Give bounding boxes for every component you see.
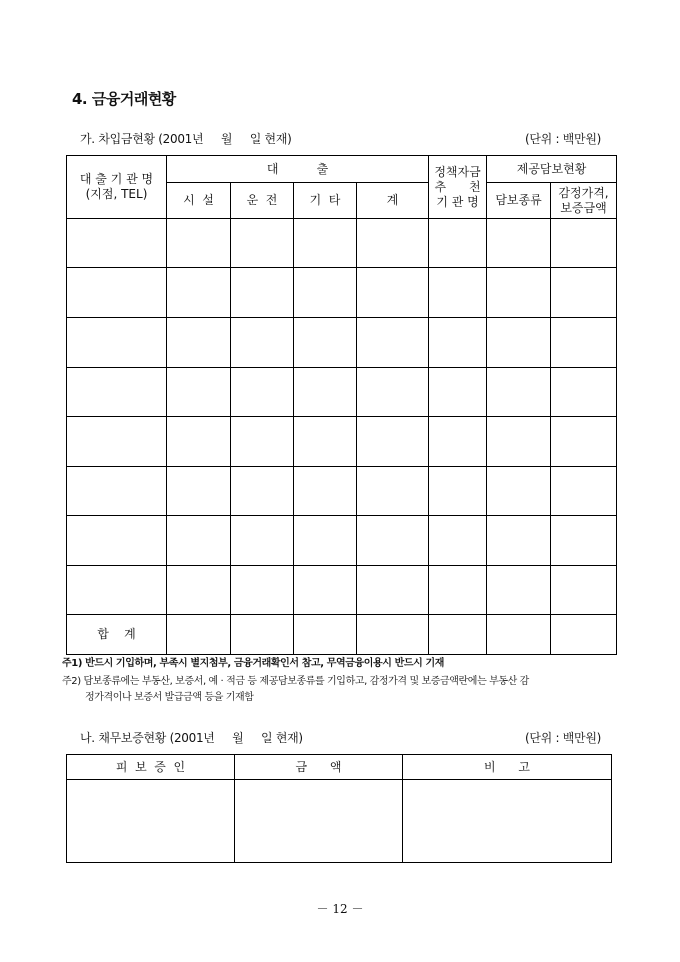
- policy-label-1: 정책자금: [434, 164, 481, 179]
- table-cell[interactable]: [231, 615, 294, 655]
- table-row: [67, 516, 617, 566]
- loans-table: [66, 155, 617, 655]
- table-cell[interactable]: [551, 417, 617, 467]
- facility-header: 시 설: [167, 183, 231, 219]
- table-cell[interactable]: [67, 318, 167, 368]
- table-cell[interactable]: [231, 516, 294, 566]
- table-cell[interactable]: [357, 615, 429, 655]
- table-cell[interactable]: [231, 417, 294, 467]
- table-cell[interactable]: [357, 268, 429, 318]
- table-cell[interactable]: [357, 368, 429, 417]
- table-cell[interactable]: [551, 268, 617, 318]
- table-cell[interactable]: [167, 615, 231, 655]
- page-number: － 12 －: [316, 902, 364, 916]
- table-cell[interactable]: [551, 467, 617, 516]
- guarantees-unit: (단위 : 백만원): [525, 731, 601, 745]
- table-cell[interactable]: [67, 516, 167, 566]
- table-cell[interactable]: [357, 467, 429, 516]
- table-cell[interactable]: [167, 417, 231, 467]
- loans-subtitle: 가. 차입금현황 (2001년 월 일 현재): [80, 132, 292, 146]
- table-cell[interactable]: [67, 368, 167, 417]
- table-cell[interactable]: [487, 417, 551, 467]
- table-cell[interactable]: [294, 417, 357, 467]
- table-cell[interactable]: [235, 780, 403, 863]
- table-cell[interactable]: [551, 368, 617, 417]
- table-cell[interactable]: [67, 219, 167, 268]
- institution-header: [67, 156, 167, 219]
- table-cell[interactable]: [167, 516, 231, 566]
- table-cell[interactable]: [357, 219, 429, 268]
- table-row: [67, 368, 617, 417]
- table-cell[interactable]: [167, 368, 231, 417]
- table-row: [67, 318, 617, 368]
- appraisal-label-1: 감정가격,: [558, 185, 609, 200]
- table-cell[interactable]: [357, 318, 429, 368]
- section-title: 4. 금융거래현황: [72, 90, 176, 108]
- table-cell[interactable]: [551, 318, 617, 368]
- table-cell[interactable]: [551, 219, 617, 268]
- institution-label: 대 출 기 관 명: [79, 172, 154, 186]
- table-cell[interactable]: [551, 516, 617, 566]
- table-cell[interactable]: [403, 780, 612, 863]
- table-cell[interactable]: [231, 219, 294, 268]
- table-cell[interactable]: [487, 467, 551, 516]
- table-cell[interactable]: [167, 318, 231, 368]
- table-cell[interactable]: [294, 516, 357, 566]
- appraisal-header: [551, 183, 617, 219]
- table-cell[interactable]: [487, 318, 551, 368]
- table-cell[interactable]: [294, 219, 357, 268]
- remarks-header: 비 고: [403, 755, 612, 780]
- table-cell[interactable]: [67, 467, 167, 516]
- table-cell[interactable]: [357, 566, 429, 615]
- table-cell[interactable]: [167, 566, 231, 615]
- table-cell[interactable]: [429, 318, 487, 368]
- table-cell[interactable]: [294, 368, 357, 417]
- table-cell[interactable]: [231, 467, 294, 516]
- amount-header: 금 액: [235, 755, 403, 780]
- operating-header: 운 전: [231, 183, 294, 219]
- total-row: [67, 615, 617, 655]
- table-cell[interactable]: [231, 318, 294, 368]
- table-cell[interactable]: [487, 516, 551, 566]
- table-cell[interactable]: [167, 219, 231, 268]
- subtotal-header: 계: [357, 183, 429, 219]
- note-1: 주1) 반드시 기입하며, 부족시 별지첨부, 금융거래확인서 참고, 무역금융이용시 반드시 기재: [62, 658, 445, 669]
- table-cell[interactable]: [67, 268, 167, 318]
- table-row: [67, 417, 617, 467]
- table-cell[interactable]: [551, 566, 617, 615]
- table-cell[interactable]: [429, 615, 487, 655]
- table-cell[interactable]: [487, 615, 551, 655]
- table-cell[interactable]: [429, 368, 487, 417]
- guaranteed-party-header: 피 보 증 인: [67, 755, 235, 780]
- guarantees-subtitle: 나. 채무보증현황 (2001년 월 일 현재): [80, 731, 303, 745]
- appraisal-label-2: 보증금액: [560, 200, 607, 215]
- total-label: 합 계: [67, 615, 167, 655]
- policy-label-2: 추 천: [434, 179, 481, 194]
- institution-sublabel: (지점, TEL): [85, 187, 148, 201]
- collateral-group-header: 제공담보현황: [487, 156, 617, 183]
- table-cell[interactable]: [67, 780, 235, 863]
- other-header: 기 타: [294, 183, 357, 219]
- table-cell[interactable]: [429, 467, 487, 516]
- policy-label-3: 기 관 명: [436, 194, 479, 209]
- table-cell[interactable]: [67, 566, 167, 615]
- table-cell[interactable]: [429, 417, 487, 467]
- table-cell[interactable]: [231, 566, 294, 615]
- guarantees-table: [66, 754, 612, 863]
- table-cell[interactable]: [429, 566, 487, 615]
- table-row: [67, 780, 612, 863]
- table-cell[interactable]: [294, 318, 357, 368]
- loans-unit: (단위 : 백만원): [525, 132, 601, 146]
- note-2-line-1: 주2) 담보종류에는 부동산, 보증서, 예 · 적금 등 제공담보종류를 기입하고, 감정가격 및 보증금액란에는 부동산 감: [62, 676, 529, 687]
- table-cell[interactable]: [231, 268, 294, 318]
- table-cell[interactable]: [294, 566, 357, 615]
- table-cell[interactable]: [357, 516, 429, 566]
- collateral-type-header: 담보종류: [487, 183, 551, 219]
- table-cell[interactable]: [167, 268, 231, 318]
- policy-header: [429, 156, 487, 219]
- table-cell[interactable]: [429, 268, 487, 318]
- table-cell[interactable]: [487, 268, 551, 318]
- table-cell[interactable]: [551, 615, 617, 655]
- table-cell[interactable]: [294, 268, 357, 318]
- table-cell[interactable]: [487, 219, 551, 268]
- table-cell[interactable]: [294, 615, 357, 655]
- table-cell[interactable]: [294, 467, 357, 516]
- table-cell[interactable]: [231, 368, 294, 417]
- table-cell[interactable]: [357, 417, 429, 467]
- table-cell[interactable]: [167, 467, 231, 516]
- table-row: [67, 467, 617, 516]
- table-cell[interactable]: [487, 368, 551, 417]
- table-cell[interactable]: [67, 417, 167, 467]
- loan-group-label: 대 출: [266, 161, 329, 176]
- table-row: [67, 566, 617, 615]
- table-cell[interactable]: [429, 516, 487, 566]
- table-row: [67, 268, 617, 318]
- table-cell[interactable]: [487, 566, 551, 615]
- note-2-line-2: 정가격이나 보증서 발급금액 등을 기재함: [85, 692, 254, 703]
- table-row: [67, 219, 617, 268]
- table-cell[interactable]: [429, 219, 487, 268]
- loan-group-header: [167, 156, 429, 183]
